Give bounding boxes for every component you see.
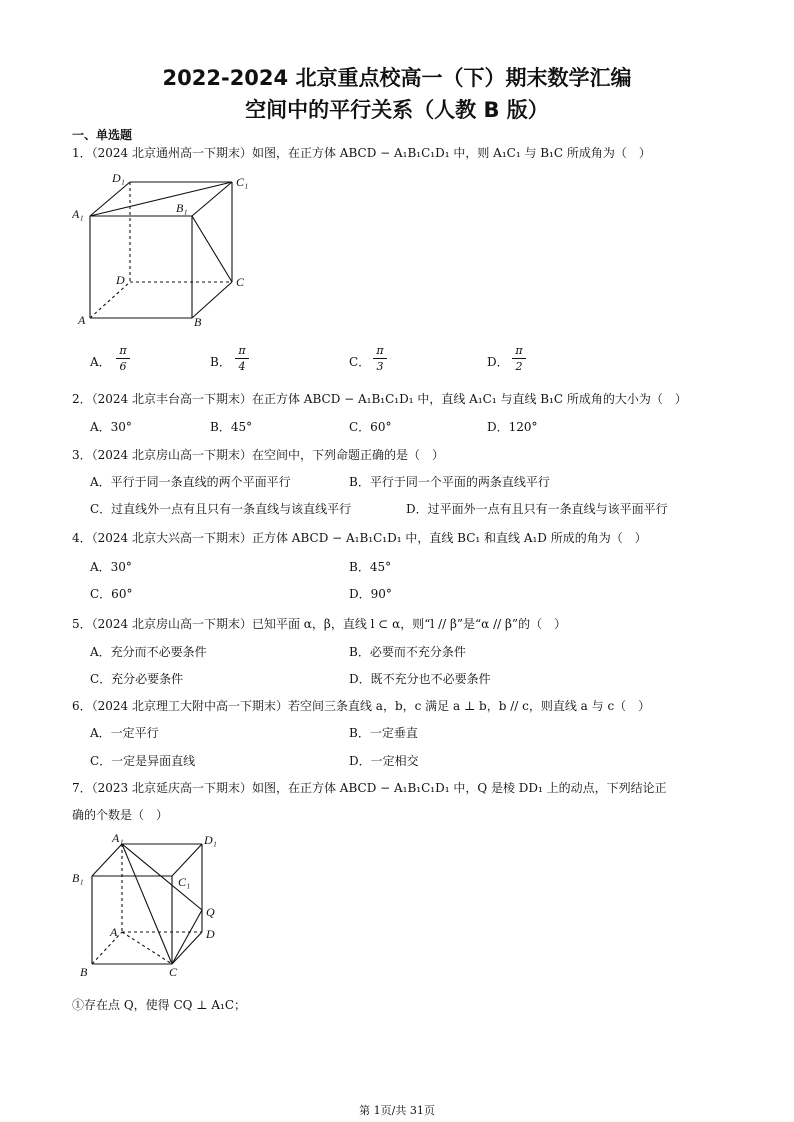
vertex-label-c: C xyxy=(236,275,245,289)
cube-figure-q1 xyxy=(72,168,262,338)
question-2-text: 2．（2024 北京丰台高一下期末）在正方体 ABCD − A₁B₁C₁D₁ 中，直线 A₁C₁ 与直线 B₁C 所成角的大小为（ ） xyxy=(72,392,687,406)
question-3-text: 3．（2024 北京房山高一下期末）在空间中，下列命题正确的是（ ） xyxy=(72,448,444,462)
q4-option-b: B．45° xyxy=(349,560,392,574)
q1-option-a-letter: A． xyxy=(90,355,111,369)
q4-option-a: A．30° xyxy=(90,560,132,574)
question-4-text: 4．（2024 北京大兴高一下期末）正方体 ABCD − A₁B₁C₁D₁ 中，直线 BC₁ 和直线 A₁D 所成的角为（ ） xyxy=(72,531,647,545)
q5-option-b: B．必要而不充分条件 xyxy=(349,645,466,659)
vertex-label-c1: C₁ xyxy=(236,175,249,189)
vertex-label-a1: A₁ xyxy=(112,831,124,845)
q1-option-d-fraction: $\frac{\pi}{2}$ xyxy=(512,344,526,373)
q3-option-c: C．过直线外一点有且只有一条直线与该直线平行 xyxy=(90,502,352,516)
page-title-line2: 空间中的平行关系（人教 B 版） xyxy=(245,98,549,122)
q3-option-b: B．平行于同一个平面的两条直线平行 xyxy=(349,475,550,489)
section-heading: 一、单选题 xyxy=(72,128,133,142)
q2-option-d: D．120° xyxy=(487,420,538,434)
q6-option-a: A．一定平行 xyxy=(90,726,159,740)
q2-option-b: B．45° xyxy=(210,420,253,434)
vertex-label-a: A xyxy=(78,313,86,327)
q5-option-a: A．充分而不必要条件 xyxy=(90,645,207,659)
q4-option-d: D．90° xyxy=(349,587,392,601)
q5-option-d: D．既不充分也不必要条件 xyxy=(349,672,491,686)
question-7-statement-1: ①存在点 Q，使得 CQ ⊥ A₁C； xyxy=(72,998,247,1012)
vertex-label-d1: D₁ xyxy=(204,833,217,847)
cube-figure-q7 xyxy=(72,830,232,980)
vertex-label-c1: C₁ xyxy=(178,875,191,889)
vertex-label-d: D xyxy=(116,273,125,287)
q1-option-b-fraction: $\frac{\pi}{4}$ xyxy=(235,344,249,373)
q2-option-a: A．30° xyxy=(90,420,132,434)
q1-option-c-letter: C． xyxy=(349,355,371,369)
q1-option-b-letter: B． xyxy=(210,355,231,369)
vertex-label-c: C xyxy=(169,965,178,979)
q1-option-a-fraction: $\frac{\pi}{6}$ xyxy=(116,344,130,373)
q2-option-c: C．60° xyxy=(349,420,392,434)
question-7-text-line2: 确的个数是（ ） xyxy=(72,808,169,822)
page-title-line1: 2022-2024 北京重点校高一（下）期末数学汇编 xyxy=(162,66,632,90)
page-footer: 第 1页/共 31页 xyxy=(359,1104,435,1117)
q5-option-c: C．充分必要条件 xyxy=(90,672,184,686)
question-5-text: 5．（2024 北京房山高一下期末）已知平面 α，β，直线 l ⊂ α，则“l // β”是“α // β”的（ ） xyxy=(72,617,567,631)
vertex-label-d1: D₁ xyxy=(112,171,125,185)
vertex-label-b1: B₁ xyxy=(176,201,188,215)
question-1-text: 1．（2024 北京通州高一下期末）如图，在正方体 ABCD − A₁B₁C₁D₁ 中，则 A₁C₁ 与 B₁C 所成角为（ ） xyxy=(72,146,651,160)
q6-option-b: B．一定垂直 xyxy=(349,726,418,740)
q4-option-c: C．60° xyxy=(90,587,133,601)
q6-option-d: D．一定相交 xyxy=(349,754,419,768)
question-7-text-line1: 7．（2023 北京延庆高一下期末）如图，在正方体 ABCD − A₁B₁C₁D₁ 中，Q 是棱 DD₁ 上的动点，下列结论正 xyxy=(72,781,667,795)
vertex-label-b: B xyxy=(194,315,202,329)
vertex-label-a: A xyxy=(110,925,118,939)
vertex-label-q: Q xyxy=(206,905,215,919)
vertex-label-b: B xyxy=(80,965,88,979)
q1-option-c-fraction: $\frac{\pi}{3}$ xyxy=(373,344,387,373)
q1-option-d-letter: D． xyxy=(487,355,509,369)
q6-option-c: C．一定是异面直线 xyxy=(90,754,196,768)
vertex-label-d: D xyxy=(206,927,215,941)
q3-option-d: D．过平面外一点有且只有一条直线与该平面平行 xyxy=(406,502,668,516)
vertex-label-b1: B₁ xyxy=(72,871,84,885)
question-6-text: 6．（2024 北京理工大附中高一下期末）若空间三条直线 a，b，c 满足 a ⊥ b，b // c，则直线 a 与 c（ ） xyxy=(72,699,651,713)
q3-option-a: A．平行于同一条直线的两个平面平行 xyxy=(90,475,291,489)
vertex-label-a1: A₁ xyxy=(72,207,84,221)
